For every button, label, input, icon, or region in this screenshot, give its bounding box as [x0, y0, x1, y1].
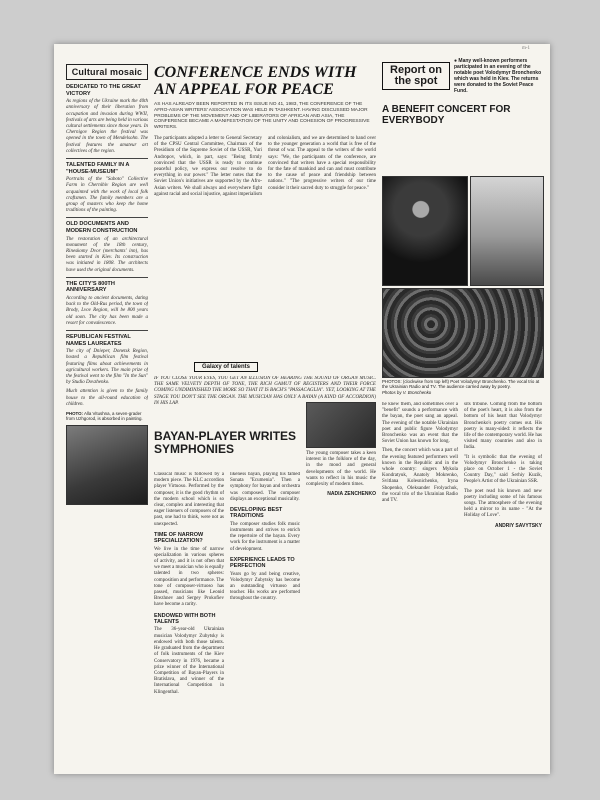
dedicated-heading: DEDICATED TO THE GREAT VICTORY — [66, 84, 141, 97]
photo-note: Much attention is given to the family house to the all-round education of children. — [66, 389, 148, 407]
benefit-text-4: "It is symbolic that the evening of Volodymyr Bronchenko is taking place on October 1 - the Soviet Country Day," said Serhiy Kuzik, People's Artist of the Ukrainian SSR. — [464, 454, 542, 485]
bayan-column-2 — [230, 472, 300, 764]
city-heading: THE CITY'S 800TH ANNIVERSARY — [66, 280, 115, 294]
bayan-text-5: The composer studies folk music instruments and strives to enrich the repertoire of the bayan. Every work for the instrument is a matter of development. — [230, 521, 300, 552]
galaxy-of-talents-title: Galaxy of talents — [194, 362, 258, 372]
benefit-text-1: he knew them, and sometimes over a "benefit" sounds a performance with the bayan, the poet sang an appeal. The evening of the notable Ukrainian poet and public figure Volodymyr Bronchenko was an event that the Soviet Union has known for long. — [382, 402, 458, 445]
benefit-concert-headline: A BENEFIT CONCERT FOR EVERYBODY — [382, 104, 511, 126]
festival-text: The city of Dnieper, Donetsk Region, hosted a Republican film festival featuring films about achievements in agricultural workers. The main prize of the festival went to the film "In the Sun" by Studio Dovzhenko. — [66, 349, 148, 386]
report-on-the-spot-title: Report on the spot — [382, 62, 450, 90]
best-traditions-heading: DEVELOPING BEST TRADITIONS — [230, 507, 283, 520]
talented-text: Portraits of the "Saboto" Collective Farm in Chernihiv Region are well acquainted with the work of local folk craftsmen. The family members are a group of masters who keep the home traditions of the painting. — [66, 177, 148, 214]
benefit-text-3: sits tribune. Coming from the bottom of the poet's heart, it is also from the bottom of his heart that Volodymyr Bronchenko's poetry comes out. His poetry is many-sided: it reflects the life of the contemporary world. He has visited many countries and also in India. — [464, 402, 542, 451]
festival-heading: REPUBLICAN FESTIVAL NAMES LAUREATES — [66, 334, 131, 347]
talented-heading: TALENTED FAMILY IN A "HOUSE-MUSEUM" — [66, 162, 130, 175]
photo-caption-label: PHOTO: — [66, 411, 83, 417]
narrow-specialization-heading: TIME OF NARROW SPECIALIZATION? — [154, 531, 204, 545]
bayan-headline: BAYAN-PLAYER WRITES SYMPHONIES — [154, 430, 297, 456]
left-photo-caption — [66, 411, 148, 422]
both-talents-heading: ENDOWED WITH BOTH TALENTS — [154, 612, 216, 626]
divider — [66, 158, 148, 159]
divider — [66, 277, 148, 278]
experience-heading: EXPERIENCE LEADS TO PERFECTION — [230, 556, 295, 570]
newspaper-page — [54, 44, 550, 774]
bayan-text-3: The 36-year-old Ukrainian musician Volodymyr Zubytsky is endowed with both those talents. He graduated from the department of folk instruments of the Kiev Conservatory in 1976, became a prize winner of the International Competition of Bayan-Players in Bratislava, and winner of the International Competition in Klingenthal. — [154, 627, 224, 695]
city-text: According to ancient documents, dating back to the Old-Rus period, the town of Brody, Lvov Region, will be 800 years old soon. The city has been made a resort for convalescence. — [66, 296, 148, 326]
bayan-text-4: likeness bayan, playing his famed Sonata "Ecumenia". Then a symphony for bayan and orchestra was composed. The composer displays an exceptional musicality. — [230, 472, 300, 502]
benefit-column-2 — [464, 402, 542, 764]
audience-photo — [382, 288, 544, 378]
report-photo-credit: Photos by V. Bronchenko — [382, 389, 432, 395]
bayan-signature: NADIA ZENCHENKO — [327, 491, 376, 498]
bayan-text-2: We live in the time of narrow specialization in various spheres of activity, and it is not often that we meet a musician who is equally talented in two spheres: composition and performance. The tone of composer-virtuoso has passed, musicians like Leonid Brezhnev and Sergey Prokofiev have become a rarity. — [154, 546, 224, 608]
vocal-trio-photo — [470, 176, 544, 286]
report-photo-caption-text: PHOTOS: (clockwise from top left) Poet Volodymyr Bronchenko. The vocal trio at the Ukrainian Radio and TV. The audience carried away by poetry. — [382, 379, 540, 390]
benefit-text-2: Then, the concert which was a part of the evening featured performers well known in the Republic and in the whole country: singers Mykola Kondratyuk, Anatoly Mokrenko, Svitlana Kolesnichenko, Iryna Shopenko, Oleksander Frolyachuk, the vocal trio of the Ukrainian Radio and TV. — [382, 448, 458, 504]
conference-lead: AS HAS ALREADY BEEN REPORTED IN ITS ISSUE NO 41, 1983, THE CONFERENCE OF THE AFRO-ASIAN WRITERS' ASSOCIATION WAS HELD IN TASHKENT. HAVING DISCUSSED MAJOR PROBLEMS OF THE MOVEMENT AND OF LIBERATORS OF AFRICAN AND ASIA, THE CONFERENCE BECAME A MANIFESTATION OF THE UNITY AND COHESION OF PROGRESSIVE WRITERS. — [154, 102, 370, 131]
poet-photo — [382, 176, 468, 286]
benefit-text-5: The poet read his known and new poetry including some of his famous songs. The atmosphere of the evening held a mirror to its name - "At the Holiday of Love". — [464, 488, 542, 519]
conference-title: CONFERENCE ENDS WITH AN APPEAL FOR PEACE — [154, 64, 357, 98]
artist-photo — [66, 425, 148, 505]
report-bullet-text: Many well-known performers participated in an evening of the notable poet Volodymyr Bronchenko which was held in Kiev. The returns were donated to the Soviet Peace Fund. — [454, 58, 542, 94]
benefit-signature: ANDRIY SAVYTSKY — [494, 522, 542, 529]
bayan-column-3 — [306, 402, 376, 764]
benefit-column-1 — [382, 402, 458, 764]
conference-body — [154, 136, 376, 198]
bullet-icon: ● — [454, 58, 459, 64]
bayan-column-1 — [154, 472, 224, 764]
divider — [66, 330, 148, 331]
bayan-text-1: Classical music is followed by a modern piece. The KLC accordion player Virtuoso. Performed by the composer, it is the good rhythm of the modern school which is so clear, complex and interesting that eager listeners of composers of the past, one had to think, were not as unexpected. — [154, 472, 224, 527]
old-docs-heading: OLD DOCUMENTS AND MODERN CONSTRUCTION — [66, 221, 138, 235]
galaxy-quote-text: IF YOU CLOSE YOUR EYES, YOU GET AN ILLUSION OF HEARING THE SOUND OF ORGAN MUSIC. THE SAME VELVETY DEPTH OF TONE, THE RICH GAMUT OF REGISTERS AND THEIR FORCE COMING UNDIMINISHED THE MORE SO THAT IT IS BACH'S "PASSACAGLIA". YET, LOOKING AT THE STAGE YOU DON'T SEE THE ORGAN. THE MUSICIAN HAS ONLY A BAYAN (A KIND OF ACCORDION) IN HIS LAP. — [154, 376, 376, 406]
dedicated-text: As regions of the Ukraine mark the 40th anniversary of their liberation from occupation and invasion during WWII, festivals of arts are being held in various cultural settlements since those years. In Chernigov Region the festival was opened in the town of Mendelsohn. The festival features the amateur art collectives of the region. — [66, 99, 148, 154]
photo-caption-text: Alla Vitushna, a seven-grader from Uzhgorod, is absorbed in painting. — [66, 411, 143, 422]
conference-article — [154, 64, 376, 374]
conference-text: The participants adopted a letter to General Secretary of the CPSU Central Committee, Chairman of the Presidium of the Supreme Soviet of the USSR, Yuri Andropov, which, in part, says: "Being firmly convinced that the USSR is ready to continue peaceful policy, we express our resolve to do everything in our power." The letter notes that the Soviet Union's initiatives are supported by the Afro-Asian writers. We shall always and everywhere fight against racial and social injustice, against imperialism and colonialism, and we are determined to hand over to the younger generation a world that is free of the threat of war. The appeal to the writers of the world says: "We, the participants of the conference, are convinced that writers have a special responsibility for the fate of mankind and can and must contribute to the cause of peace and friendship between nations." "The progressive writers of our time consider it their sacred duty to struggle for peace." — [154, 135, 376, 197]
bayan-text-6: Years go by and being creative, Volodymyr Zubytsky has become an outstanding virtuoso and teacher. His works are performed throughout the country. — [230, 571, 300, 602]
cultural-mosaic-column — [66, 64, 148, 764]
cultural-mosaic-title: Cultural mosaic — [66, 64, 148, 80]
bayan-player-photo — [306, 402, 376, 448]
report-photo-caption — [382, 379, 542, 395]
old-docs-text: The restoration of an architectural monument of the 18th century, Rineskomy Dvor (merchants' inn), has been started in Kiev. Its construction was initiated in 1808. The architects have used the original documents. — [66, 236, 148, 273]
page-number: m-1 — [521, 46, 530, 51]
divider — [66, 217, 148, 218]
bayan-text-7: The young composer takes a keen interest in the folklore of the day, in the mood and general developments of the world. He wants to reflect in his music the complexity of modern times. — [306, 451, 376, 488]
